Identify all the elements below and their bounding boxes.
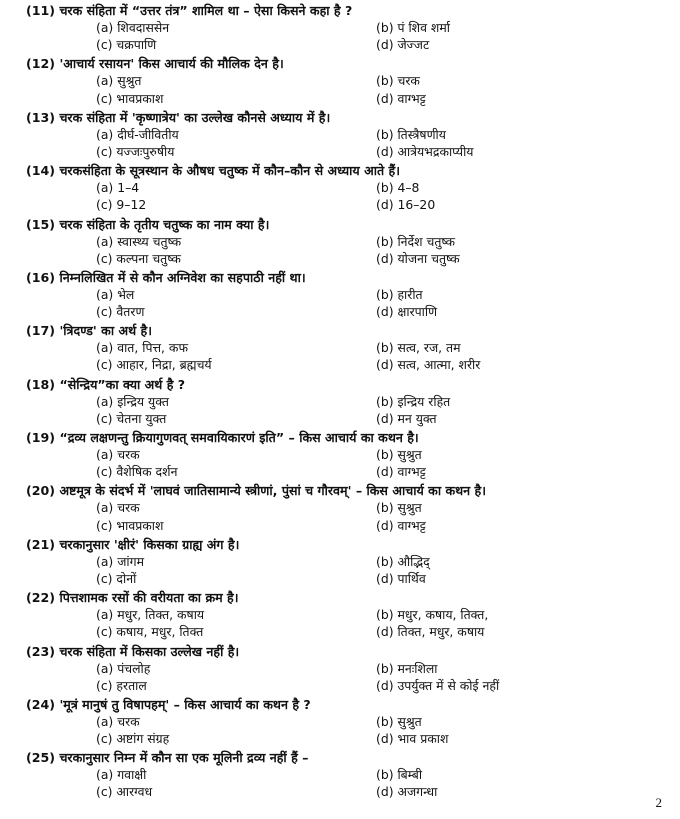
option-row (26, 196, 680, 213)
option-d: (d) जेज्जट (376, 37, 430, 53)
question-block (26, 216, 680, 267)
question-text (26, 376, 680, 393)
question-body: 'त्रिदण्ड' का अर्थ है। (59, 323, 152, 339)
option-c: (c) भावप्रकाश (96, 90, 164, 106)
option-d: (d) वाग्भट्ट (376, 90, 426, 106)
question-body: चरकानुसार निम्न में कौन सा एक मूलिनी द्रव्य नहीं हैं – (59, 750, 309, 766)
option-d: (d) क्षारपाणि (376, 304, 438, 320)
option-row (26, 286, 680, 303)
option-b: (b) सुश्रुत (376, 447, 422, 462)
question-text (26, 643, 680, 660)
option-row (26, 677, 680, 694)
option-c: (c) वैतरण (96, 304, 145, 320)
option-row (26, 250, 680, 267)
option-a: (a) पंचलोह (96, 660, 151, 676)
question-number: (15) (26, 216, 56, 232)
question-text (26, 269, 680, 286)
option-row (26, 339, 680, 356)
question-text (26, 55, 680, 72)
option-row (26, 446, 680, 463)
option-c: (c) भावप्रकाश (96, 517, 164, 533)
option-d: (d) पार्थिव (376, 570, 426, 586)
question-block (26, 643, 680, 694)
question-number: (19) (26, 430, 56, 445)
question-number: (21) (26, 536, 56, 552)
question-text (26, 322, 680, 339)
question-text (26, 429, 680, 446)
question-block (26, 162, 680, 213)
option-row (26, 90, 680, 107)
question-body: “सेन्द्रिय”का क्या अर्थ है ? (59, 376, 186, 392)
option-row (26, 143, 680, 160)
option-row (26, 393, 680, 410)
option-row (26, 660, 680, 677)
option-a: (a) चरक (96, 500, 140, 516)
option-d: (d) सत्व, आत्मा, शरीर (376, 357, 481, 373)
question-number: (23) (26, 643, 56, 659)
option-b: (b) 4–8 (376, 180, 420, 196)
question-block (26, 482, 680, 533)
question-text (26, 536, 680, 553)
option-c: (c) चेतना युक्त (96, 410, 167, 426)
question-text (26, 589, 680, 606)
option-b: (b) सुश्रुत (376, 500, 422, 516)
question-body: चरक संहिता में 'कृष्णात्रेय' का उल्लेख कौनसे अध्याय में है। (59, 109, 331, 125)
option-a: (a) सुश्रुत (96, 73, 142, 89)
question-block (26, 376, 680, 427)
option-a: (a) चरक (96, 447, 140, 462)
question-text (26, 216, 680, 233)
option-row (26, 783, 680, 800)
question-block (26, 429, 680, 480)
question-number: (12) (26, 56, 56, 72)
option-a: (a) दीर्घ-जीवितीय (96, 126, 179, 142)
option-a: (a) शिवदाससेन (96, 20, 170, 35)
option-d: (d) वाग्भट्ट (376, 517, 426, 533)
option-d: (d) अजगन्धा (376, 784, 438, 800)
option-row (26, 463, 680, 480)
question-body: चरकसंहिता के सूत्रस्थान के औषध चतुष्क में कौन–कौन से अध्याय आते हैं। (59, 163, 401, 179)
question-block (26, 269, 680, 320)
question-block (26, 109, 680, 160)
question-body: पित्तशामक रसों की वरीयता का क्रम है। (59, 590, 239, 606)
question-block (26, 749, 680, 800)
option-row (26, 517, 680, 534)
option-d: (d) 16–20 (376, 197, 436, 213)
option-b: (b) तिस्त्रैषणीय (376, 126, 446, 142)
question-text (26, 162, 680, 179)
option-b: (b) बिम्बी (376, 767, 423, 783)
question-number: (17) (26, 323, 56, 339)
question-body: अष्टमूत्र के संदर्भ में 'लाघवं जातिसामान्ये स्त्रीणां, पुंसां च गौरवम्' – किस आचार्य का कथन है। (59, 483, 487, 499)
option-c: (c) वैशेषिक दर्शन (96, 464, 178, 480)
option-c: (c) आहार, निद्रा, ब्रह्मचर्य (96, 357, 212, 373)
question-block (26, 55, 680, 106)
option-row (26, 766, 680, 783)
question-number: (22) (26, 590, 56, 606)
option-row (26, 553, 680, 570)
question-block (26, 696, 680, 747)
option-c: (c) चक्रपाणि (96, 37, 157, 53)
option-c: (c) आरग्वध (96, 784, 153, 800)
option-row (26, 499, 680, 516)
option-b: (b) निर्देश चतुष्क (376, 233, 456, 249)
option-row (26, 72, 680, 89)
option-d: (d) उपर्युक्त में से कोई नहीं (376, 677, 500, 693)
option-a: (a) 1–4 (96, 180, 140, 196)
option-a: (a) जांगम (96, 553, 144, 569)
option-c: (c) 9–12 (96, 197, 147, 213)
option-c: (c) अष्टांग संग्रह (96, 731, 170, 747)
option-a: (a) इन्द्रिय युक्त (96, 393, 169, 409)
option-d: (d) वाग्भट्ट (376, 464, 426, 480)
option-d: (d) मन युक्त (376, 410, 437, 426)
option-row (26, 19, 680, 36)
option-a: (a) चरक (96, 713, 140, 729)
option-c: (c) दोनों (96, 570, 137, 586)
option-row (26, 570, 680, 587)
option-row (26, 730, 680, 747)
option-row (26, 233, 680, 250)
question-number: (18) (26, 376, 56, 392)
option-row (26, 713, 680, 730)
question-text (26, 2, 680, 19)
question-text (26, 109, 680, 126)
question-body: चरकानुसार 'क्षीरं' किसका ग्राह्य अंग है। (59, 536, 240, 552)
option-a: (a) स्वास्थ्य चतुष्क (96, 233, 182, 249)
option-a: (a) मधुर, तिक्त, कषाय (96, 607, 205, 623)
question-block (26, 589, 680, 640)
option-row (26, 356, 680, 373)
option-row (26, 303, 680, 320)
option-b: (b) हारीत (376, 286, 423, 302)
option-row (26, 606, 680, 623)
option-c: (c) कषाय, मधुर, तिक्त (96, 624, 204, 640)
question-body: चरक संहिता में किसका उल्लेख नहीं है। (59, 643, 240, 659)
question-number: (13) (26, 109, 56, 125)
option-a: (a) वात, पित्त, कफ (96, 340, 188, 356)
option-d: (d) तिक्त, मधुर, कषाय (376, 624, 485, 640)
option-b: (b) मनःशिला (376, 660, 438, 676)
question-block (26, 2, 680, 53)
question-number: (11) (26, 3, 56, 18)
option-b: (b) पं शिव शर्मा (376, 20, 450, 35)
option-b: (b) सुश्रुत (376, 713, 422, 729)
question-list (0, 2, 680, 801)
question-body: “द्रव्य लक्षणन्तु क्रियागुणवत् समवायिकारणं इति” – किस आचार्य का कथन है। (59, 430, 419, 445)
option-b: (b) औद्भिद् (376, 553, 430, 569)
question-text (26, 696, 680, 713)
question-body: 'मूत्रं मानुषं तु विषापहम्' – किस आचार्य का कथन है ? (59, 696, 311, 712)
question-text (26, 749, 680, 766)
question-text (26, 482, 680, 499)
question-number: (24) (26, 696, 56, 712)
option-row (26, 623, 680, 640)
option-a: (a) भेल (96, 286, 135, 302)
question-number: (20) (26, 483, 56, 499)
option-c: (c) यज्जःपुरुषीय (96, 143, 175, 159)
option-b: (b) मधुर, कषाय, तिक्त, (376, 607, 489, 623)
option-c: (c) कल्पना चतुष्क (96, 250, 181, 266)
question-number: (25) (26, 750, 56, 766)
option-row (26, 179, 680, 196)
option-b: (b) इन्द्रिय रहित (376, 393, 451, 409)
question-body: चरक संहिता के तृतीय चतुष्क का नाम क्या है। (59, 216, 270, 232)
option-row (26, 126, 680, 143)
question-block (26, 536, 680, 587)
option-d: (d) आत्रेयभद्रकाप्यीय (376, 143, 474, 159)
question-body: निम्नलिखित में से कौन अग्निवेश का सहपाठी नहीं था। (59, 269, 306, 285)
option-d: (d) भाव प्रकाश (376, 731, 449, 747)
option-b: (b) चरक (376, 73, 420, 89)
option-a: (a) गवाक्षी (96, 767, 147, 783)
option-row (26, 410, 680, 427)
option-c: (c) हरताल (96, 677, 147, 693)
option-b: (b) सत्व, रज, तम (376, 340, 461, 356)
question-block (26, 322, 680, 373)
question-number: (16) (26, 269, 56, 285)
option-row (26, 36, 680, 53)
option-d: (d) योजना चतुष्क (376, 250, 460, 266)
question-body: 'आचार्य रसायन' किस आचार्य की मौलिक देन है। (59, 56, 284, 72)
question-number: (14) (26, 163, 56, 179)
page-number: 2 (655, 795, 662, 810)
question-body: चरक संहिता में “उत्तर तंत्र” शामिल था – ऐसा किसने कहा है ? (59, 3, 353, 18)
